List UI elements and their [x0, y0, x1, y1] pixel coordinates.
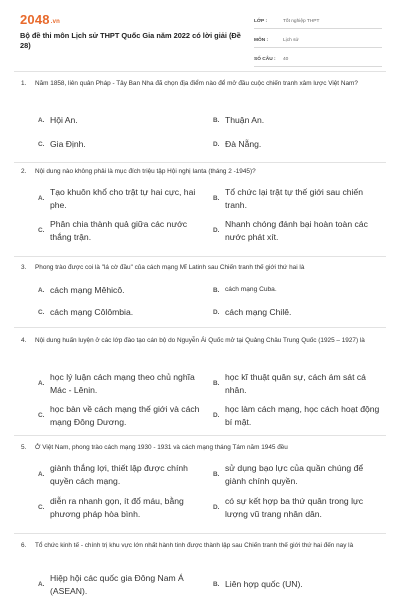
meta-value: Tốt nghiệp THPT — [283, 18, 320, 24]
meta-value: Lịch sử — [283, 37, 299, 43]
question-stem — [21, 335, 371, 347]
option-text: học kĩ thuật quân sự, cách ám sát cá nhân. — [225, 372, 366, 395]
question-number: 2. — [21, 168, 27, 175]
answer-option-d[interactable] — [213, 495, 383, 520]
answer-option-c[interactable] — [38, 218, 204, 243]
answer-option-d[interactable] — [213, 138, 261, 151]
option-text: Phân chia thành quả giữa các nước thắng trận. — [50, 219, 188, 242]
divider — [14, 435, 386, 436]
divider — [14, 256, 386, 257]
document-title: Bộ đề thi môn Lịch sử THPT Quốc Gia năm 2022 có lời giải (Đề 28) — [20, 31, 241, 50]
document-header — [0, 0, 400, 70]
answer-option-a[interactable] — [38, 284, 125, 297]
answer-option-b[interactable] — [213, 462, 383, 487]
option-letter: A. — [38, 380, 45, 387]
answer-option-b[interactable] — [213, 371, 383, 396]
option-letter: C. — [38, 308, 45, 316]
question-text: Nội dung nào không phải là mục đích triệu tập Hội nghị Ianta (tháng 2 -1945)? — [35, 168, 256, 175]
question-number: 1. — [21, 80, 27, 87]
option-text: giành thắng lợi, thiết lập được chính quyền cách mạng. — [50, 463, 188, 486]
answer-option-c[interactable] — [38, 495, 204, 520]
answer-option-d[interactable] — [213, 306, 291, 319]
option-text: Tạo khuôn khổ cho trật tự hai cực, hai phe. — [50, 187, 196, 210]
option-letter: B. — [213, 286, 220, 294]
answer-option-b[interactable] — [213, 186, 383, 211]
option-text: Nhanh chóng đánh bại hoàn toàn các nước phát xít. — [225, 219, 368, 242]
option-letter: B. — [213, 380, 220, 387]
option-text: học làm cách mạng, học cách hoạt động bí mật. — [225, 404, 380, 427]
option-letter: D. — [213, 140, 220, 148]
option-text: sử dụng bạo lực của quần chúng để giành chính quyền. — [225, 463, 364, 486]
answer-option-b[interactable] — [213, 578, 303, 591]
meta-label: MÔN : — [254, 37, 269, 43]
option-letter: D. — [213, 308, 220, 316]
meta-label: LỚP : — [254, 18, 268, 24]
option-letter: A. — [38, 286, 45, 294]
answer-option-a[interactable] — [38, 186, 204, 211]
meta-value: 40 — [283, 56, 289, 62]
divider — [14, 162, 386, 163]
option-text: Gia Định. — [50, 139, 86, 149]
question-number: 6. — [21, 542, 27, 549]
option-text: Liên hợp quốc (UN). — [225, 579, 303, 589]
option-letter: A. — [38, 195, 45, 202]
meta-label: SỐ CÂU : — [254, 56, 276, 62]
option-letter: B. — [213, 195, 220, 202]
site-logo[interactable] — [20, 12, 60, 27]
question-text: Phong trào được coi là "lá cờ đầu" của cách mạng Mĩ Latinh sau Chiến tranh thế giới thứ hai là — [35, 264, 305, 271]
meta-row-class — [254, 14, 382, 29]
option-letter: B. — [213, 116, 220, 124]
answer-option-a[interactable] — [38, 371, 204, 396]
option-letter: B. — [213, 580, 220, 588]
divider — [14, 71, 386, 72]
divider — [14, 533, 386, 534]
question-text: Nội dung huấn luyện ở các lớp đào tạo cán bộ do Nguyễn Ái Quốc mở tại Quảng Châu Trung Quốc (1925 – 1927) là — [35, 337, 365, 344]
option-letter: D. — [213, 227, 220, 234]
question-text: Ở Việt Nam, phong trào cách mạng 1930 - 1931 và cách mạng tháng Tám năm 1945 đều — [35, 444, 288, 451]
question-stem — [21, 442, 371, 454]
question-stem — [21, 540, 371, 552]
question-text: Tổ chức kinh tế - chính trị khu vực lớn nhất hành tinh được thành lập sau Chiến tranh thế giới thứ hai đến nay là — [35, 542, 354, 549]
answer-option-d[interactable] — [213, 403, 383, 428]
option-text: cách mạng Côlômbia. — [50, 307, 134, 317]
option-text: Thuận An. — [225, 115, 265, 125]
meta-row-question-count — [254, 52, 382, 67]
option-letter: A. — [38, 581, 45, 588]
question-number: 3. — [21, 264, 27, 271]
option-letter: C. — [38, 412, 45, 419]
answer-option-b[interactable] — [213, 114, 264, 127]
question-stem — [21, 78, 371, 90]
option-letter: D. — [213, 504, 220, 511]
answer-option-a[interactable] — [38, 114, 78, 127]
option-text: học bàn về cách mạng thế giới và cách mạng Đông Dương. — [50, 404, 200, 427]
answer-option-c[interactable] — [38, 306, 133, 319]
question-stem — [21, 262, 371, 274]
option-text: Hiệp hội các quốc gia Đông Nam Á (ASEAN). — [50, 573, 184, 596]
question-number: 5. — [21, 444, 27, 451]
option-text: Hội An. — [50, 115, 78, 125]
option-text: Tổ chức lại trật tự thế giới sau chiến tranh. — [225, 187, 363, 210]
option-text: cách mạng Chilê. — [225, 307, 292, 317]
option-text: cách mạng Cuba. — [225, 286, 277, 293]
document-meta — [254, 14, 382, 71]
answer-option-a[interactable] — [38, 462, 204, 487]
answer-option-c[interactable] — [38, 138, 86, 151]
option-text: có sự kết hợp ba thứ quân trong lực lượng vũ trang nhân dân. — [225, 496, 364, 519]
option-text: học lý luận cách mạng theo chủ nghĩa Mác - Lênin. — [50, 372, 195, 395]
question-stem — [21, 166, 371, 178]
brand-name: 2048 — [20, 12, 50, 27]
answer-option-a[interactable] — [38, 572, 204, 597]
brand-suffix: .vn — [50, 19, 61, 25]
option-letter: C. — [38, 504, 45, 511]
option-letter: A. — [38, 471, 45, 478]
option-text: cách mạng Mêhicô. — [50, 285, 125, 295]
option-letter: C. — [38, 227, 45, 234]
option-letter: D. — [213, 412, 220, 419]
question-text: Năm 1858, liên quân Pháp - Tây Ban Nha đã chọn địa điểm nào để mở đầu cuộc chiến tranh xâm lược Việt Nam? — [35, 80, 358, 87]
question-number: 4. — [21, 337, 27, 344]
option-letter: C. — [38, 140, 45, 148]
divider — [14, 327, 386, 328]
answer-option-b[interactable] — [213, 284, 277, 297]
answer-option-c[interactable] — [38, 403, 204, 428]
option-letter: A. — [38, 116, 45, 124]
option-text: diễn ra nhanh gọn, ít đổ máu, bằng phương pháp hòa bình. — [50, 496, 184, 519]
meta-row-subject — [254, 33, 382, 48]
option-letter: B. — [213, 471, 220, 478]
answer-option-d[interactable] — [213, 218, 383, 243]
option-text: Đà Nẵng. — [225, 139, 262, 149]
